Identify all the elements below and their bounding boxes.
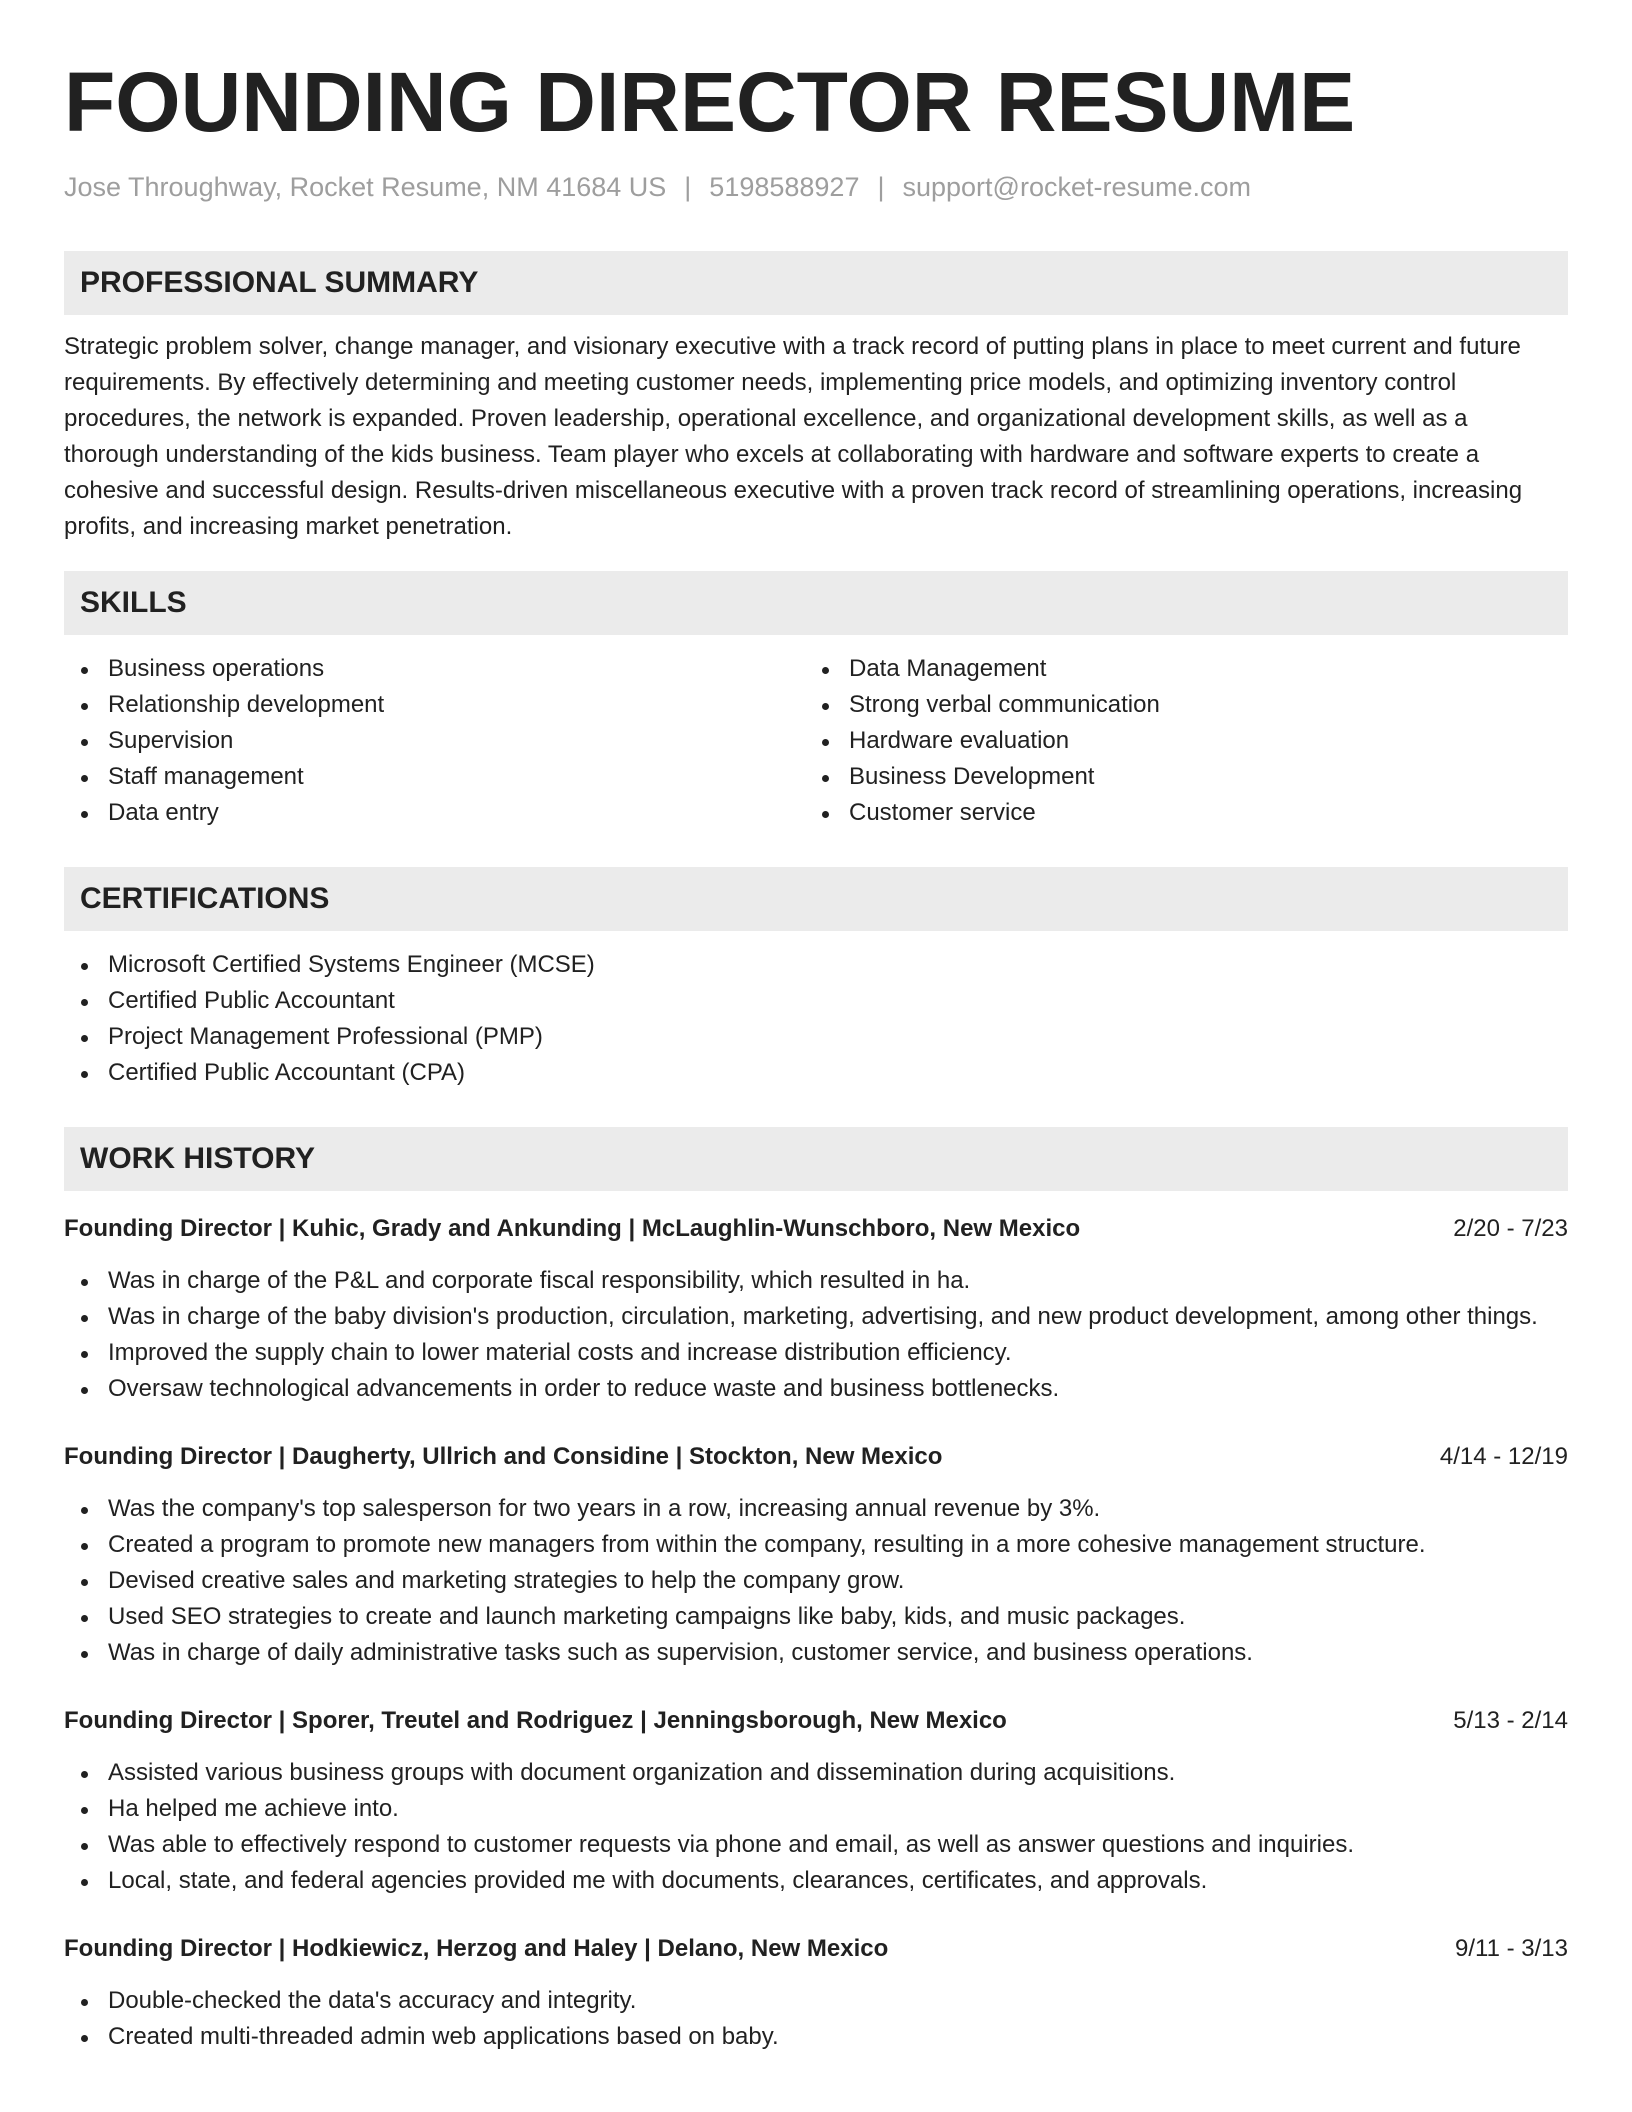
contact-address: Jose Throughway, Rocket Resume, NM 41684 US xyxy=(64,172,667,202)
certification-item: Certified Public Accountant (CPA) xyxy=(64,1055,1568,1091)
certification-item: Certified Public Accountant xyxy=(64,983,1568,1019)
job-header xyxy=(64,1703,1568,1739)
job-bullets xyxy=(64,1491,1568,1671)
job-dates: 2/20 - 7/23 xyxy=(1453,1215,1568,1242)
job-dates: 9/11 - 3/13 xyxy=(1455,1935,1568,1962)
job-bullet: Was in charge of the P&L and corporate fiscal responsibility, which resulted in ha. xyxy=(64,1263,1568,1299)
skill-item: Hardware evaluation xyxy=(805,723,1546,759)
job-bullet: Created a program to promote new managers from within the company, resulting in a more cohesive management structure. xyxy=(64,1527,1568,1563)
job-title: Founding Director | Daugherty, Ullrich and Considine | Stockton, New Mexico xyxy=(64,1443,943,1470)
contact-separator: | xyxy=(877,172,885,202)
job-bullet: Local, state, and federal agencies provided me with documents, clearances, certificates, and approvals. xyxy=(64,1863,1568,1899)
section-header-skills: SKILLS xyxy=(64,571,1568,635)
contact-separator: | xyxy=(684,172,692,202)
summary-text: Strategic problem solver, change manager, and visionary executive with a track record of putting plans in place to meet current and future requirements. By effectively determining and meeting customer needs, implementing price models, and optimizing inventory control procedures, the network is expanded. Proven leadership, operational excellence, and organizational development skills, as well as a thorough understanding of the kids business. Team player who excels at collaborating with hardware and software experts to create a cohesive and successful design. Results-driven miscellaneous executive with a proven track record of streamlining operations, increasing profits, and increasing market penetration. xyxy=(64,333,1523,540)
job-title: Founding Director | Kuhic, Grady and Ankunding | McLaughlin-Wunschboro, New Mexico xyxy=(64,1215,1081,1242)
certification-item: Microsoft Certified Systems Engineer (MCSE) xyxy=(64,947,1568,983)
job-dates: 5/13 - 2/14 xyxy=(1453,1707,1568,1734)
skills-list-right xyxy=(805,651,1546,831)
job-bullets xyxy=(64,1983,1568,2055)
job-entry xyxy=(64,1931,1568,2055)
job-title: Founding Director | Hodkiewicz, Herzog and Haley | Delano, New Mexico xyxy=(64,1935,889,1962)
job-bullet: Was able to effectively respond to customer requests via phone and email, as well as answer questions and inquiries. xyxy=(64,1827,1568,1863)
skill-item: Business Development xyxy=(805,759,1546,795)
job-title: Founding Director | Sporer, Treutel and Rodriguez | Jenningsborough, New Mexico xyxy=(64,1707,1007,1734)
skill-item: Data entry xyxy=(64,795,805,831)
certification-item: Project Management Professional (PMP) xyxy=(64,1019,1568,1055)
certifications-list xyxy=(64,947,1568,1091)
skill-item: Data Management xyxy=(805,651,1546,687)
skill-item: Customer service xyxy=(805,795,1546,831)
section-header-work-history: WORK HISTORY xyxy=(64,1127,1568,1191)
job-dates: 4/14 - 12/19 xyxy=(1439,1443,1568,1470)
job-bullet: Oversaw technological advancements in order to reduce waste and business bottlenecks. xyxy=(64,1371,1568,1407)
job-bullet: Assisted various business groups with document organization and dissemination during acquisitions. xyxy=(64,1755,1568,1791)
skill-item: Business operations xyxy=(64,651,805,687)
contact-phone: 5198588927 xyxy=(709,172,860,202)
skill-item: Relationship development xyxy=(64,687,805,723)
job-entry xyxy=(64,1703,1568,1899)
job-entry xyxy=(64,1439,1568,1671)
contact-line xyxy=(64,172,1568,203)
skills-list-left xyxy=(64,651,805,831)
job-bullets xyxy=(64,1755,1568,1899)
job-bullets xyxy=(64,1263,1568,1407)
job-bullet: Ha helped me achieve into. xyxy=(64,1791,1568,1827)
skills-column-left xyxy=(64,651,805,831)
skill-item: Staff management xyxy=(64,759,805,795)
job-bullet: Was the company's top salesperson for two years in a row, increasing annual revenue by 3%. xyxy=(64,1491,1568,1527)
job-bullet: Devised creative sales and marketing strategies to help the company grow. xyxy=(64,1563,1568,1599)
skills-columns xyxy=(64,651,1568,831)
job-bullet: Improved the supply chain to lower material costs and increase distribution efficiency. xyxy=(64,1335,1568,1371)
section-header-certifications: CERTIFICATIONS xyxy=(64,867,1568,931)
resume-title: FOUNDING DIRECTOR RESUME xyxy=(64,55,1356,149)
job-bullet: Double-checked the data's accuracy and integrity. xyxy=(64,1983,1568,2019)
section-header-summary: PROFESSIONAL SUMMARY xyxy=(64,251,1568,315)
skill-item: Strong verbal communication xyxy=(805,687,1546,723)
job-header xyxy=(64,1931,1568,1967)
skills-column-right xyxy=(805,651,1546,831)
job-header xyxy=(64,1439,1568,1475)
job-header xyxy=(64,1211,1568,1247)
contact-email: support@rocket-resume.com xyxy=(902,172,1252,202)
job-bullet: Was in charge of the baby division's production, circulation, marketing, advertising, and new product development, among other things. xyxy=(64,1299,1568,1335)
job-bullet: Created multi-threaded admin web applications based on baby. xyxy=(64,2019,1568,2055)
job-bullet: Used SEO strategies to create and launch marketing campaigns like baby, kids, and music packages. xyxy=(64,1599,1568,1635)
job-bullet: Was in charge of daily administrative tasks such as supervision, customer service, and business operations. xyxy=(64,1635,1568,1671)
job-entry xyxy=(64,1211,1568,1407)
skill-item: Supervision xyxy=(64,723,805,759)
